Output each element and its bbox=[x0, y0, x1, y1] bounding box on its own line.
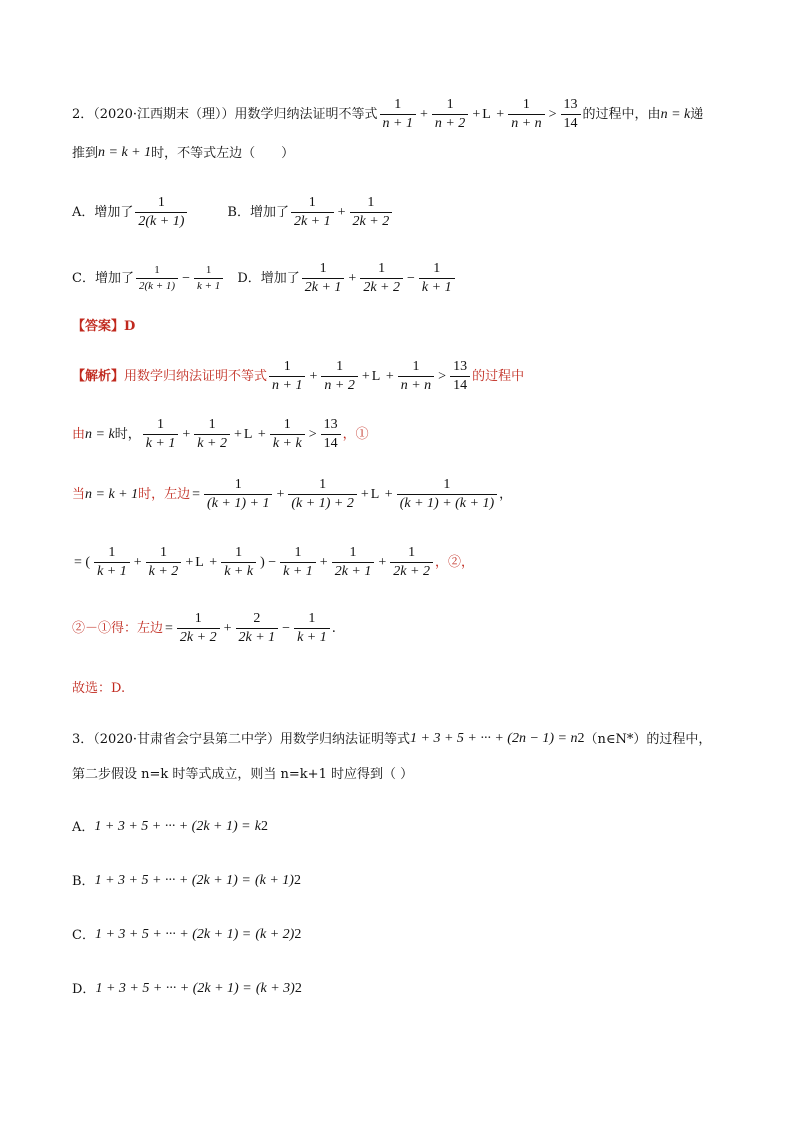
fraction: $\frac{1}{n + n}$ bbox=[508, 98, 544, 131]
exponent: 2 bbox=[294, 981, 302, 996]
option-c-label: C． bbox=[72, 927, 95, 943]
exponent: 2 bbox=[577, 731, 585, 746]
analysis-marker: ，① bbox=[342, 427, 369, 442]
fraction: $\frac{1}{2k + 2}$ bbox=[360, 262, 403, 295]
fraction: $\frac{1}{k + 2}$ bbox=[194, 418, 230, 451]
math-expr: (k + 2) bbox=[255, 927, 295, 942]
fraction: $\frac{1}{2k + 2}$ bbox=[177, 612, 220, 645]
math-expr: n = k bbox=[660, 106, 691, 122]
fraction: $\frac{1}{2(k + 1)}$ bbox=[136, 265, 178, 292]
q2-stem-text: 2．（2020·江西期末（理））用数学归纳法证明不等式 bbox=[72, 107, 378, 122]
answer-text: 【答案】D bbox=[72, 319, 136, 334]
analysis-line1: 【解析】 用数学归纳法证明不等式 $\frac{1}{n + 1}$ + $\frac{1}{n + 2}$ + L + $\frac{1}{n + n}$ > $\frac{13}{14}$ 的过程中 bbox=[72, 359, 525, 393]
fraction: $\frac{1}{n + n}$ bbox=[398, 360, 434, 393]
fraction: $\frac{1}{k + 1}$ bbox=[419, 262, 455, 295]
analysis-line4: = ( $\frac{1}{k + 1}$ + $\frac{1}{k + 2}$ + L + $\frac{1}{k + k}$ ) − $\frac{1}{k + 1}$ + $\frac{1}{2k + 1}$ + $\frac{1}{2k + 2}$ ，②， bbox=[74, 545, 474, 579]
fraction: $\frac{1}{n + 1}$ bbox=[380, 98, 416, 131]
analysis-text: 时， bbox=[114, 427, 141, 442]
fraction: $\frac{1}{2k + 1}$ bbox=[302, 262, 345, 295]
option-b-label: B．增加了 bbox=[227, 205, 289, 220]
analysis-text: ， bbox=[499, 487, 513, 502]
analysis-line3: 当 n = k + 1 时，左边 = $\frac{1}{(k + 1) + 1}$ + $\frac{1}{(k + 1) + 2}$ + L + $\frac{1}{(k + 1) + (k + 1)}$ ， bbox=[72, 477, 513, 511]
analysis-marker: ，②， bbox=[434, 555, 474, 570]
math-expr: 1 + 3 + 5 + ··· + (2k + 1) = bbox=[95, 981, 252, 996]
option-d-label: D． bbox=[72, 981, 96, 997]
conclusion-text: 故选：D. bbox=[72, 681, 126, 696]
q2-stem-text: 的过程中，由 bbox=[582, 107, 661, 122]
fraction: $\frac{13}{14}$ bbox=[321, 418, 341, 451]
fraction: $\frac{1}{n + 2}$ bbox=[432, 98, 468, 131]
fraction: $\frac{1}{(k + 1) + 1}$ bbox=[204, 478, 272, 511]
option-c-label: C．增加了 bbox=[72, 271, 134, 286]
math-expr: n = k + 1 bbox=[98, 145, 152, 160]
q2-options-ab: A．增加了 $\frac{1}{2(k + 1)}$ B．增加了 $\frac{1}{2k + 1}$ + $\frac{1}{2k + 2}$ bbox=[72, 196, 394, 229]
q2-stem-text: 时，不等式左边（ ） bbox=[151, 145, 295, 161]
option-a-label: A． bbox=[72, 819, 95, 835]
q3-stem-text: 3．（2020·甘肃省会宁县第二中学）用数学归纳法证明等式 bbox=[72, 731, 410, 747]
q3-stem-text: 第二步假设 n=k 时等式成立，则当 n=k+1 时应得到（ ） bbox=[72, 767, 414, 782]
fraction: $\frac{1}{k + 1}$ bbox=[143, 418, 179, 451]
analysis-text: 由 bbox=[72, 427, 86, 442]
fraction: $\frac{1}{k + 1}$ bbox=[280, 546, 316, 579]
ellipsis-L: L bbox=[243, 426, 253, 442]
analysis-text: 当 bbox=[72, 487, 86, 502]
fraction: $\frac{1}{2k + 1}$ bbox=[332, 546, 375, 579]
fraction: $\frac{1}{2k + 1}$ bbox=[291, 196, 334, 229]
math-expr: 1 + 3 + 5 + ··· + (2n − 1) = n bbox=[410, 731, 578, 746]
analysis-text: 的过程中 bbox=[472, 369, 525, 384]
exponent: 2 bbox=[293, 873, 301, 888]
analysis-text: 时，左边 bbox=[138, 487, 191, 502]
ellipsis-L: L bbox=[195, 554, 204, 570]
math-expr: (k + 1) bbox=[254, 873, 294, 888]
math-expr: k bbox=[254, 819, 261, 834]
ellipsis-L: L bbox=[370, 486, 380, 502]
q3-stem-text: （n∈N*）的过程中， bbox=[584, 731, 712, 747]
q2-options-cd: C．增加了 $\frac{1}{2(k + 1)}$ − $\frac{1}{k + 1}$ D．增加了 $\frac{1}{2k + 1}$ + $\frac{1}{2k + 2}$ − $\frac{1}{k + 1}$ bbox=[72, 262, 457, 295]
q3-stem-line2 bbox=[72, 768, 413, 781]
answer-line bbox=[72, 320, 135, 333]
math-expr: 1 + 3 + 5 + ··· + (2k + 1) = bbox=[94, 927, 252, 942]
fraction: $\frac{1}{n + 1}$ bbox=[269, 360, 305, 393]
option-b-label: B． bbox=[72, 873, 95, 889]
ellipsis-L: L bbox=[482, 106, 491, 122]
analysis-text: 用数学归纳法证明不等式 bbox=[124, 369, 268, 384]
fraction: $\frac{1}{k + k}$ bbox=[221, 546, 256, 579]
q2-stem-text: 推到 bbox=[72, 145, 99, 161]
q2-stem-line1: 2．（2020·江西期末（理））用数学归纳法证明不等式 $\frac{1}{n + 1}$ + $\frac{1}{n + 2}$ + L + $\frac{1}{n + n}$ > $\frac{13}{14}$ 的过程中，由 n = k 递 bbox=[72, 97, 704, 131]
math-expr: 1 + 3 + 5 + ··· + (2k + 1) = bbox=[94, 873, 251, 888]
option-d-label: D．增加了 bbox=[237, 271, 300, 286]
fraction: $\frac{1}{2k + 2}$ bbox=[390, 546, 433, 579]
conclusion-line bbox=[72, 682, 125, 695]
math-expr: 1 + 3 + 5 + ··· + (2k + 1) = bbox=[94, 819, 251, 834]
math-expr: n = k + 1 bbox=[85, 486, 139, 502]
fraction: $\frac{2}{2k + 1}$ bbox=[236, 612, 279, 645]
q3-option-d bbox=[72, 982, 302, 996]
analysis-line5: ②－①得：左边 = $\frac{1}{2k + 2}$ + $\frac{2}{2k + 1}$ − $\frac{1}{k + 1}$ . bbox=[72, 611, 336, 645]
fraction: $\frac{13}{14}$ bbox=[561, 98, 581, 131]
fraction: $\frac{1}{k + 2}$ bbox=[146, 546, 182, 579]
q3-option-a bbox=[72, 820, 268, 834]
fraction: $\frac{13}{14}$ bbox=[450, 360, 470, 393]
q3-option-b bbox=[72, 874, 301, 888]
option-a-fraction: $\frac{1}{2(k + 1)}$ bbox=[135, 196, 187, 229]
fraction: $\frac{1}{k + 1}$ bbox=[294, 612, 330, 645]
analysis-line2: 由 n = k 时， $\frac{1}{k + 1}$ + $\frac{1}{k + 2}$ + L + $\frac{1}{k + k}$ > $\frac{13}{14}$ ，① bbox=[72, 417, 369, 451]
option-a-label: A．增加了 bbox=[72, 205, 134, 220]
exponent: 2 bbox=[260, 819, 268, 834]
fraction: $\frac{1}{(k + 1) + 2}$ bbox=[288, 478, 356, 511]
fraction: $\frac{1}{n + 2}$ bbox=[321, 360, 357, 393]
fraction: $\frac{1}{2k + 2}$ bbox=[350, 196, 393, 229]
math-expr: (k + 3) bbox=[255, 981, 295, 996]
analysis-label: 【解析】 bbox=[72, 369, 125, 384]
q2-stem-text: 递 bbox=[690, 107, 704, 122]
fraction: $\frac{1}{k + k}$ bbox=[270, 418, 305, 451]
fraction: $\frac{1}{(k + 1) + (k + 1)}$ bbox=[397, 478, 497, 511]
q3-option-c bbox=[72, 928, 301, 942]
math-expr: n = k bbox=[85, 426, 115, 442]
q2-stem-line2 bbox=[72, 146, 294, 160]
fraction: $\frac{1}{k + 1}$ bbox=[194, 265, 223, 292]
ellipsis-L: L bbox=[371, 368, 381, 384]
fraction: $\frac{1}{k + 1}$ bbox=[94, 546, 130, 579]
q3-stem-line1 bbox=[72, 732, 711, 746]
analysis-text: ②－①得：左边 bbox=[72, 621, 164, 636]
exponent: 2 bbox=[294, 927, 302, 942]
